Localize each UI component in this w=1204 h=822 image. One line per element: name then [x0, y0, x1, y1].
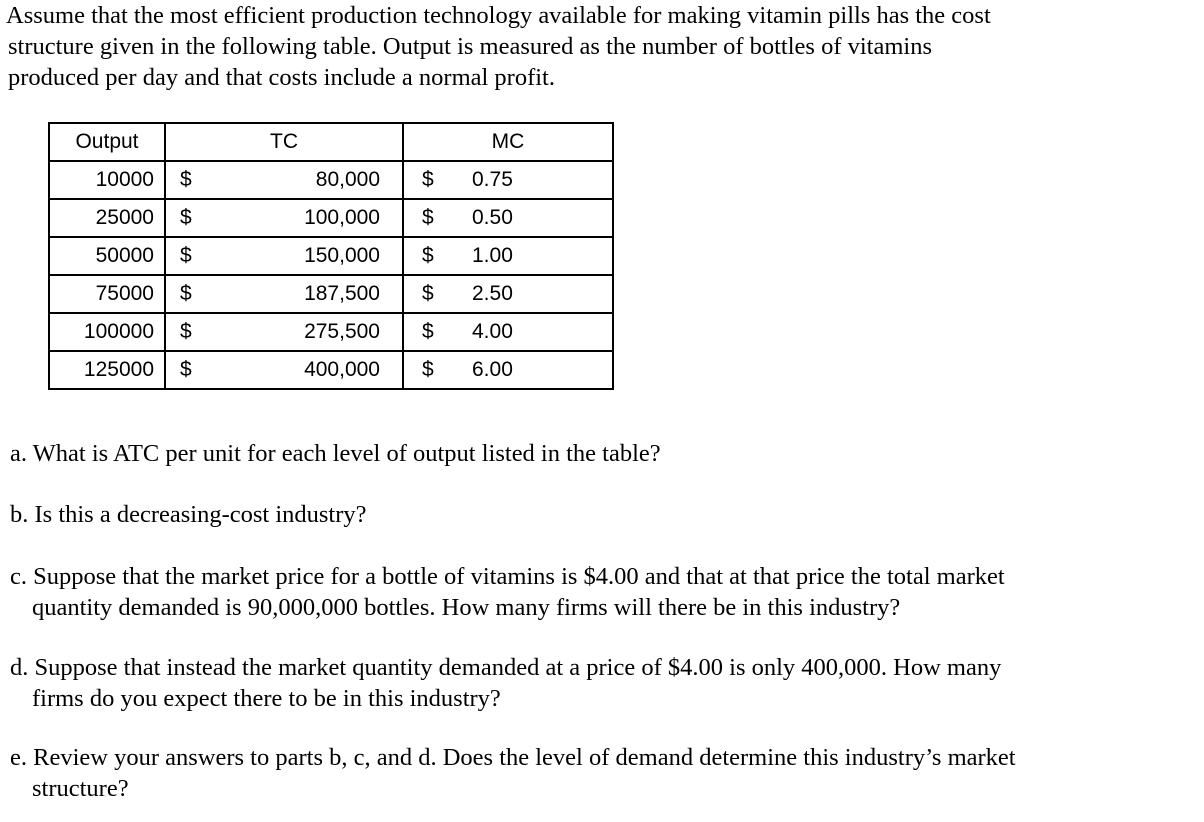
- intro-line: structure given in the following table. Output is measured as the number of bottles of vitamins: [8, 33, 933, 60]
- mc-currency-sign: $: [403, 351, 462, 389]
- tc-cell: 80,000: [220, 161, 403, 199]
- mc-currency-sign: $: [403, 161, 462, 199]
- output-cell: 75000: [49, 275, 165, 313]
- header-output: Output: [49, 123, 165, 161]
- question-a: [10, 438, 1190, 469]
- table-row: [49, 237, 613, 275]
- question-d: [10, 652, 1190, 714]
- table-row: [49, 199, 613, 237]
- mc-cell: 1.00: [462, 237, 613, 275]
- output-cell: 100000: [49, 313, 165, 351]
- header-tc: TC: [165, 123, 403, 161]
- output-cell: 10000: [49, 161, 165, 199]
- question-line: quantity demanded is 90,000,000 bottles. How many firms will there be in this industry?: [32, 594, 901, 621]
- output-cell: 50000: [49, 237, 165, 275]
- mc-currency-sign: $: [403, 237, 462, 275]
- header-mc: MC: [403, 123, 613, 161]
- mc-currency-sign: $: [403, 313, 462, 351]
- mc-cell: 6.00: [462, 351, 613, 389]
- table-row: [49, 351, 613, 389]
- question-line: c. Suppose that the market price for a bottle of vitamins is $4.00 and that at that price the total market: [10, 563, 1005, 590]
- tc-cell: 400,000: [220, 351, 403, 389]
- output-cell: 125000: [49, 351, 165, 389]
- question-c: [10, 561, 1190, 623]
- tc-cell: 100,000: [220, 199, 403, 237]
- mc-cell: 2.50: [462, 275, 613, 313]
- mc-currency-sign: $: [403, 275, 462, 313]
- mc-cell: 4.00: [462, 313, 613, 351]
- cost-table: [48, 122, 614, 390]
- intro-line: produced per day and that costs include a normal profit.: [8, 64, 555, 91]
- tc-currency-sign: $: [165, 313, 220, 351]
- question-line: firms do you expect there to be in this industry?: [32, 685, 501, 712]
- table-row: [49, 275, 613, 313]
- tc-currency-sign: $: [165, 351, 220, 389]
- table-header-row: [49, 123, 613, 161]
- tc-currency-sign: $: [165, 275, 220, 313]
- mc-currency-sign: $: [403, 199, 462, 237]
- question-b: [10, 499, 1190, 530]
- output-cell: 25000: [49, 199, 165, 237]
- mc-cell: 0.50: [462, 199, 613, 237]
- tc-currency-sign: $: [165, 199, 220, 237]
- intro-line: Assume that the most efficient production technology available for making vitamin pills has the cost: [6, 2, 991, 29]
- tc-currency-sign: $: [165, 161, 220, 199]
- tc-cell: 275,500: [220, 313, 403, 351]
- tc-cell: 150,000: [220, 237, 403, 275]
- intro-paragraph: [6, 0, 1186, 93]
- mc-cell: 0.75: [462, 161, 613, 199]
- question-line: b. Is this a decreasing-cost industry?: [10, 501, 367, 528]
- question-line: structure?: [32, 775, 129, 802]
- tc-currency-sign: $: [165, 237, 220, 275]
- tc-cell: 187,500: [220, 275, 403, 313]
- question-e: [10, 742, 1190, 804]
- table-row: [49, 161, 613, 199]
- question-line: e. Review your answers to parts b, c, and d. Does the level of demand determine this industry’s market: [10, 744, 1016, 771]
- question-line: a. What is ATC per unit for each level of output listed in the table?: [10, 440, 661, 467]
- question-line: d. Suppose that instead the market quantity demanded at a price of $4.00 is only 400,000. How many: [10, 654, 1002, 681]
- table-row: [49, 313, 613, 351]
